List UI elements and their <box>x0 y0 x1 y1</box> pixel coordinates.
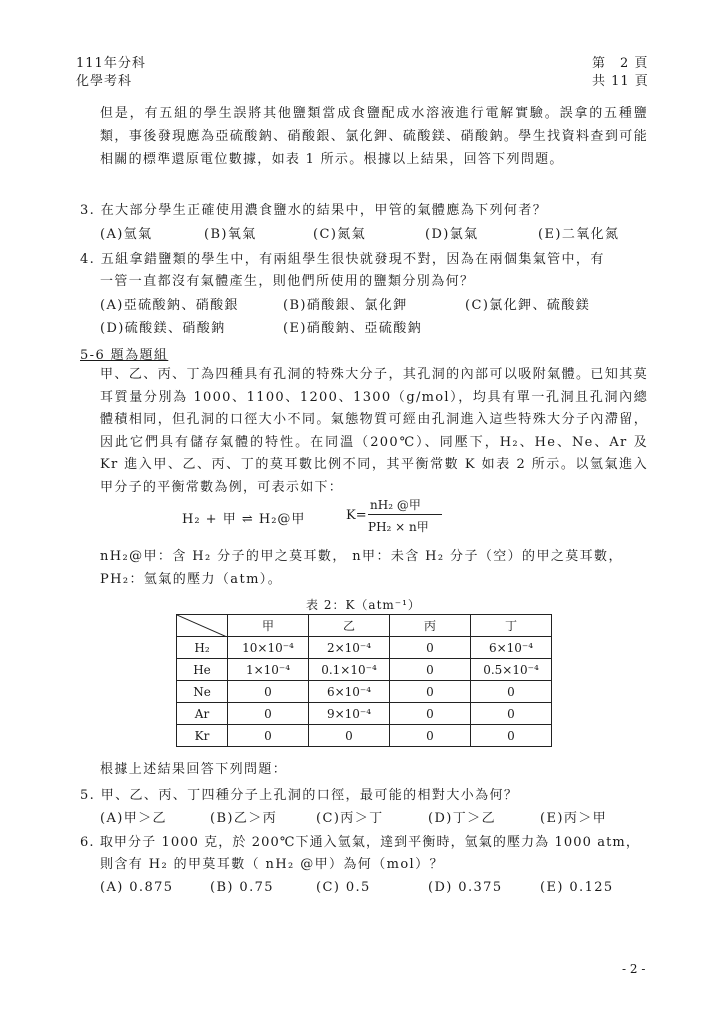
k-value-cell: 6×10⁻⁴ <box>309 681 390 703</box>
q3-option-d: (D)氯氣 <box>425 227 479 242</box>
k-value-cell: 0 <box>390 681 471 703</box>
q4-option-e: (E)硝酸鈉、亞硫酸鈉 <box>283 321 423 336</box>
group-paragraph: 甲、乙、丙、丁為四種具有孔洞的特殊大分子，其孔洞的內部可以吸附氣體。已知其莫耳質量分別為 1000、1100、1200、1300（g/mol），均具有單一孔洞且孔洞內總體積相同，但孔洞的口徑大小不同。氣態物質可經由孔洞進入這些特殊大分子內滯留，因此它們具有儲存氣體的特性。在同溫（200℃）、同壓下，H₂、He、Ne、Ar 及 Kr 進入甲、乙、丙、丁的莫耳數比例不同，其平衡常數 K 如表 2 所示。以氫氣進入甲分子的平衡常數為例，可表示如下： <box>100 367 648 495</box>
intro-paragraph: 但是，有五組的學生誤將其他鹽類當成食鹽配成水溶液進行電解實驗。誤拿的五種鹽類，事後發現應為亞硫酸鈉、硝酸銀、氯化鉀、硫酸鎂、硝酸鈉。學生找資料查到可能相關的標準還原電位數據，如表 1 所示。根據以上結果，回答下列問題。 <box>100 106 648 167</box>
q4-option-b: (B)硝酸銀、氯化鉀 <box>283 298 408 313</box>
gas-label: Kr <box>177 725 228 747</box>
table-row <box>177 659 552 681</box>
table-header-row <box>177 615 552 637</box>
k-value-cell: 0 <box>390 725 471 747</box>
gas-label: He <box>177 659 228 681</box>
column-header: 乙 <box>309 615 390 637</box>
exam-name: 化學考科 <box>76 74 133 89</box>
q5-option-e: (E)丙＞甲 <box>540 811 608 826</box>
q6-option-e: (E) 0.125 <box>540 880 614 895</box>
q3-option-b: (B)氧氣 <box>204 227 257 242</box>
k-value-cell: 0 <box>309 725 390 747</box>
k-value-cell: 0 <box>390 637 471 659</box>
k-value-cell: 0 <box>390 659 471 681</box>
q6-option-a: (A) 0.875 <box>100 880 174 895</box>
k-numerator: nH₂ @甲 <box>370 498 421 512</box>
group-title: 5-6 題為題組 <box>80 348 169 363</box>
k-value-cell: 6×10⁻⁴ <box>471 637 552 659</box>
gas-label: H₂ <box>177 637 228 659</box>
table-row <box>177 725 552 747</box>
page-number-label: 第 2 頁 <box>592 56 649 71</box>
q3-option-c: (C)氮氣 <box>313 227 367 242</box>
table-corner-cell <box>177 615 228 637</box>
question-4-stem-line2: 一管一直都沒有氣體產生，則他們所使用的鹽類分別為何？ <box>100 274 475 289</box>
q6-option-d: (D) 0.375 <box>428 880 503 895</box>
total-pages-label: 共 11 頁 <box>592 74 649 89</box>
reaction-equation: H₂ + 甲 ⇌ H₂@甲 <box>182 512 306 527</box>
q3-option-e: (E)二氧化氮 <box>538 227 620 242</box>
diagonal-line <box>177 615 227 637</box>
k-value-cell: 2×10⁻⁴ <box>309 637 390 659</box>
question-5-stem: 5. 甲、乙、丙、丁四種分子上孔洞的口徑，最可能的相對大小為何？ <box>80 788 519 803</box>
k-value-cell: 1×10⁻⁴ <box>228 659 309 681</box>
table-caption: 表 2：K（atm⁻¹） <box>306 598 421 612</box>
k-value-cell: 9×10⁻⁴ <box>309 703 390 725</box>
k-value-cell: 0 <box>228 681 309 703</box>
gas-label: Ne <box>177 681 228 703</box>
k-value-cell: 0 <box>228 725 309 747</box>
question-4-stem-line1: 4. 五組拿錯鹽類的學生中，有兩組學生很快就發現不對，因為在兩個集氣管中，有 <box>80 252 605 267</box>
column-header: 丁 <box>471 615 552 637</box>
q6-option-b: (B) 0.75 <box>210 880 274 895</box>
exam-year-subject: 111年分科 <box>76 56 146 71</box>
k-value-cell: 0.1×10⁻⁴ <box>309 659 390 681</box>
k-value-cell: 10×10⁻⁴ <box>228 637 309 659</box>
page-footer-number: - 2 - <box>622 962 646 976</box>
q4-option-d: (D)硫酸鎂、硝酸鈉 <box>100 321 226 336</box>
k-value-cell: 0 <box>471 703 552 725</box>
definition-line1: nH₂@甲：含 H₂ 分子的甲之莫耳數， n甲：未含 H₂ 分子（空）的甲之莫耳數， <box>100 549 623 564</box>
question-3-stem: 3. 在大部分學生正確使用濃食鹽水的結果中，甲管的氣體應為下列何者？ <box>80 203 548 218</box>
question-6-stem-line2: 則含有 H₂ 的甲莫耳數（ nH₂ @甲）為何（mol）？ <box>100 857 444 872</box>
q5-option-a: (A)甲＞乙 <box>100 811 167 826</box>
column-header: 丙 <box>390 615 471 637</box>
k-value-cell: 0 <box>228 703 309 725</box>
table-row <box>177 703 552 725</box>
definition-line2: PH₂：氫氣的壓力（atm）。 <box>100 572 283 587</box>
answer-prompt: 根據上述結果回答下列問題： <box>100 762 288 777</box>
table-row <box>177 681 552 703</box>
q4-option-c: (C)氯化鉀、硫酸鎂 <box>465 298 591 313</box>
table-row <box>177 637 552 659</box>
column-header: 甲 <box>228 615 309 637</box>
k-value-cell: 0 <box>471 725 552 747</box>
k-value-cell: 0 <box>471 681 552 703</box>
equilibrium-k-label: K= <box>346 508 367 523</box>
q5-option-b: (B)乙＞丙 <box>210 811 278 826</box>
fraction-bar <box>368 514 442 515</box>
equilibrium-constant-table <box>176 614 552 747</box>
q5-option-c: (C)丙＞丁 <box>316 811 384 826</box>
gas-label: Ar <box>177 703 228 725</box>
k-value-cell: 0 <box>390 703 471 725</box>
q5-option-d: (D)丁＞乙 <box>428 811 496 826</box>
q6-option-c: (C) 0.5 <box>316 880 371 895</box>
q3-option-a: (A)氫氣 <box>100 227 153 242</box>
k-denominator: PH₂ × n甲 <box>368 520 429 534</box>
k-value-cell: 0.5×10⁻⁴ <box>471 659 552 681</box>
question-6-stem-line1: 6. 取甲分子 1000 克，於 200℃下通入氫氣，達到平衡時，氫氣的壓力為 1000 atm， <box>80 835 640 850</box>
q4-option-a: (A)亞硫酸鈉、硝酸銀 <box>100 298 239 313</box>
